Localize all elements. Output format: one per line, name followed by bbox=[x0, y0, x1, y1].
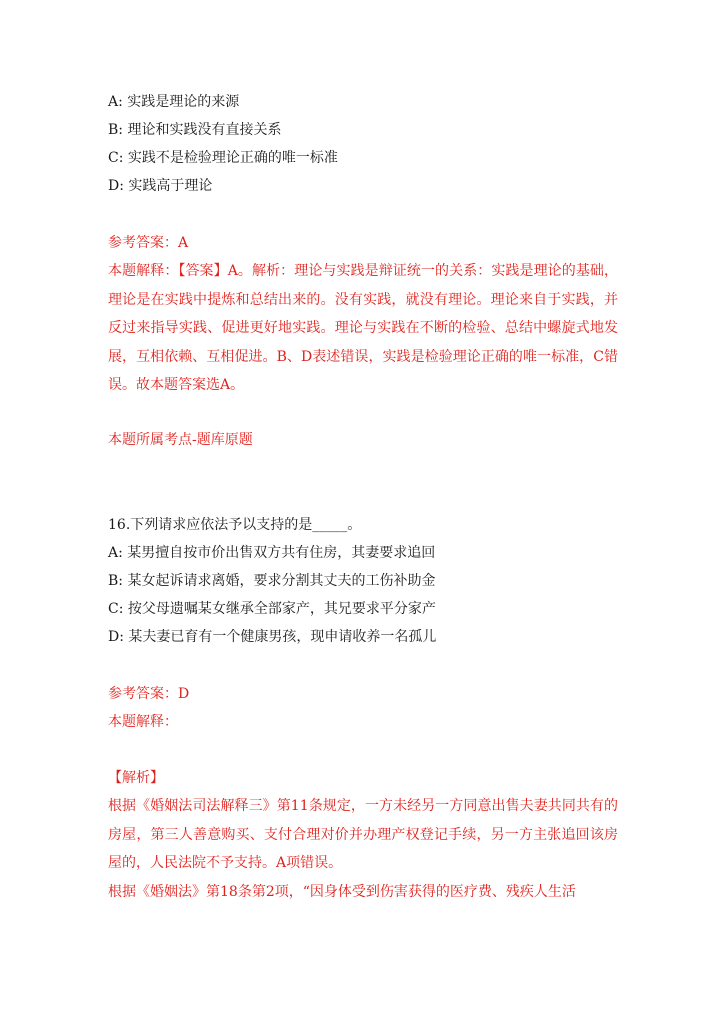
q15-answer: 参考答案：A bbox=[108, 235, 189, 251]
q15-option-d: D: 实践高于理论 bbox=[108, 178, 213, 194]
q15-option-a: A: 实践是理论的来源 bbox=[108, 94, 240, 110]
q15-option-c: C: 实践不是检验理论正确的唯一标准 bbox=[108, 150, 338, 166]
q16-analysis-label: 【解析】 bbox=[108, 770, 164, 786]
q16-analysis bbox=[108, 764, 618, 906]
q16-answer: 参考答案：D bbox=[108, 686, 190, 702]
q15-option-b: B: 理论和实践没有直接关系 bbox=[108, 122, 282, 138]
q16-option-d: D: 某夫妻已育有一个健康男孩，现申请收养一名孤儿 bbox=[108, 629, 437, 645]
q16-option-c: C: 按父母遗嘱某女继承全部家产，其兄要求平分家产 bbox=[108, 601, 436, 617]
q15-source-block bbox=[108, 426, 618, 454]
q16-analysis-paragraph-1: 根据《婚姻法司法解释三》第11条规定，一方未经另一方同意出售夫妻共同共有的房屋，第三人善意购买、支付合理对价并办理产权登记手续，另一方主张追回该房屋的，人民法院不予支持。A项错误。 bbox=[108, 798, 618, 871]
q16-analysis-paragraph-2: 根据《婚姻法》第18条第2项，“因身体受到伤害获得的医疗费、残疾人生活 bbox=[108, 883, 576, 900]
q16-stem: 16.下列请求应依法予以支持的是_____。 bbox=[108, 517, 362, 533]
q16-answer-block bbox=[108, 680, 618, 736]
q16-question bbox=[108, 511, 618, 651]
q15-answer-block bbox=[108, 229, 618, 257]
q15-source: 本题所属考点-题库原题 bbox=[108, 432, 253, 448]
q16-option-b: B: 某女起诉请求离婚，要求分割其丈夫的工伤补助金 bbox=[108, 573, 436, 589]
q15-options bbox=[108, 88, 618, 200]
q16-explanation-label: 本题解释： bbox=[108, 714, 178, 730]
q15-explanation: 本题解释：【答案】A。解析：理论与实践是辩证统一的关系：实践是理论的基础，理论是在实践中提炼和总结出来的。没有实践，就没有理论。理论来自于实践，并反过来指导实践、促进更好地实践。理论与实践在不断的检验、总结中螺旋式地发展，互相依赖、互相促进。B、D表述错误，实践是检验理论正确的唯一标准，C错误。故本题答案选A。 bbox=[108, 263, 618, 393]
q16-option-a: A: 某男擅自按市价出售双方共有住房，其妻要求追回 bbox=[108, 545, 436, 561]
